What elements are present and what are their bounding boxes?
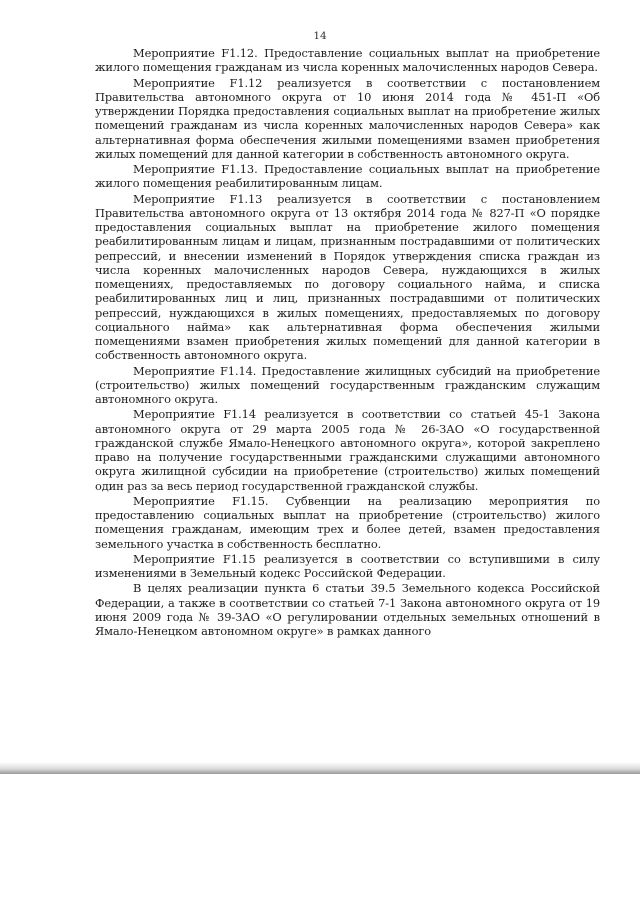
paragraph: Мероприятие F1.12 реализуется в соответствии с постановлением Правительства автономного округа от 10 июня 2014 года № 451-П «Об утверждении Порядка предоставления социальных выплат на приобретение жилых помещений гражданам из числа коренных малочисленных народов Севера» как альтернативная форма обеспечения жилыми помещениями взамен приобретения жилых помещений для данной категории в собственность автономного округа. [95, 75, 600, 161]
paragraph: Мероприятие F1.13 реализуется в соответствии с постановлением Правительства автономного округа от 13 октября 2014 года № 827-П «О порядке предоставления социальных выплат на приобретение жилого помещения реабилитированным лицам и лицам, признанным пострадавшими от политических репрессий, и внесении изменений в Порядок утверждения списка граждан из числа коренных малочисленных народов Севера, нуждающихся в жилых помещениях, предоставляемых по договору социального найма, и списка реабилитированных лиц и лиц, признанных пострадавшими от политических репрессий, нуждающихся в жилых помещениях, предоставляемых по договору социального найма» как альтернативная форма обеспечения жилыми помещениями взамен приобретения жилых помещений для данной категории в собственность автономного округа. [95, 191, 600, 363]
paragraph: Мероприятие F1.15 реализуется в соответствии со вступившими в силу изменениями в Земельный кодекс Российской Федерации. [95, 551, 600, 580]
paragraph: Мероприятие F1.13. Предоставление социальных выплат на приобретение жилого помещения реабилитированным лицам. [95, 162, 600, 191]
paragraph: Мероприятие F1.14. Предоставление жилищных субсидий на приобретение (строительство) жилых помещений государственным гражданским служащим автономного округа. [95, 363, 600, 406]
paragraph: Мероприятие F1.15. Субвенции на реализацию мероприятия по предоставлению социальных выплат на приобретение (строительство) жилого помещения гражданам, имеющим трех и более детей, взамен предоставления земельного участка в собственность бесплатно. [95, 493, 600, 551]
paragraph: Мероприятие F1.14 реализуется в соответствии со статьей 45-1 Закона автономного округа от 29 марта 2005 года № 26-ЗАО «О государственной гражданской службе Ямало-Ненецкого автономного округа», которой закреплено право на получение государственными гражданскими служащими автономного округа жилищной субсидии на приобретение (строительство) жилых помещений один раз за весь период государственной гражданской службы. [95, 407, 600, 493]
page-bottom-edge [0, 762, 640, 774]
body-text [95, 46, 600, 639]
page-number: 14 [313, 30, 327, 42]
paragraph: Мероприятие F1.12. Предоставление социальных выплат на приобретение жилого помещения гражданам из числа коренных малочисленных народов Севера. [95, 46, 600, 75]
paragraph: В целях реализации пункта 6 статьи 39.5 Земельного кодекса Российской Федерации, а также в соответствии со статьей 7-1 Закона автономного округа от 19 июня 2009 года № 39-ЗАО «О регулировании отдельных земельных отношений в Ямало-Ненецком автономном округе» в рамках данного [95, 581, 600, 638]
